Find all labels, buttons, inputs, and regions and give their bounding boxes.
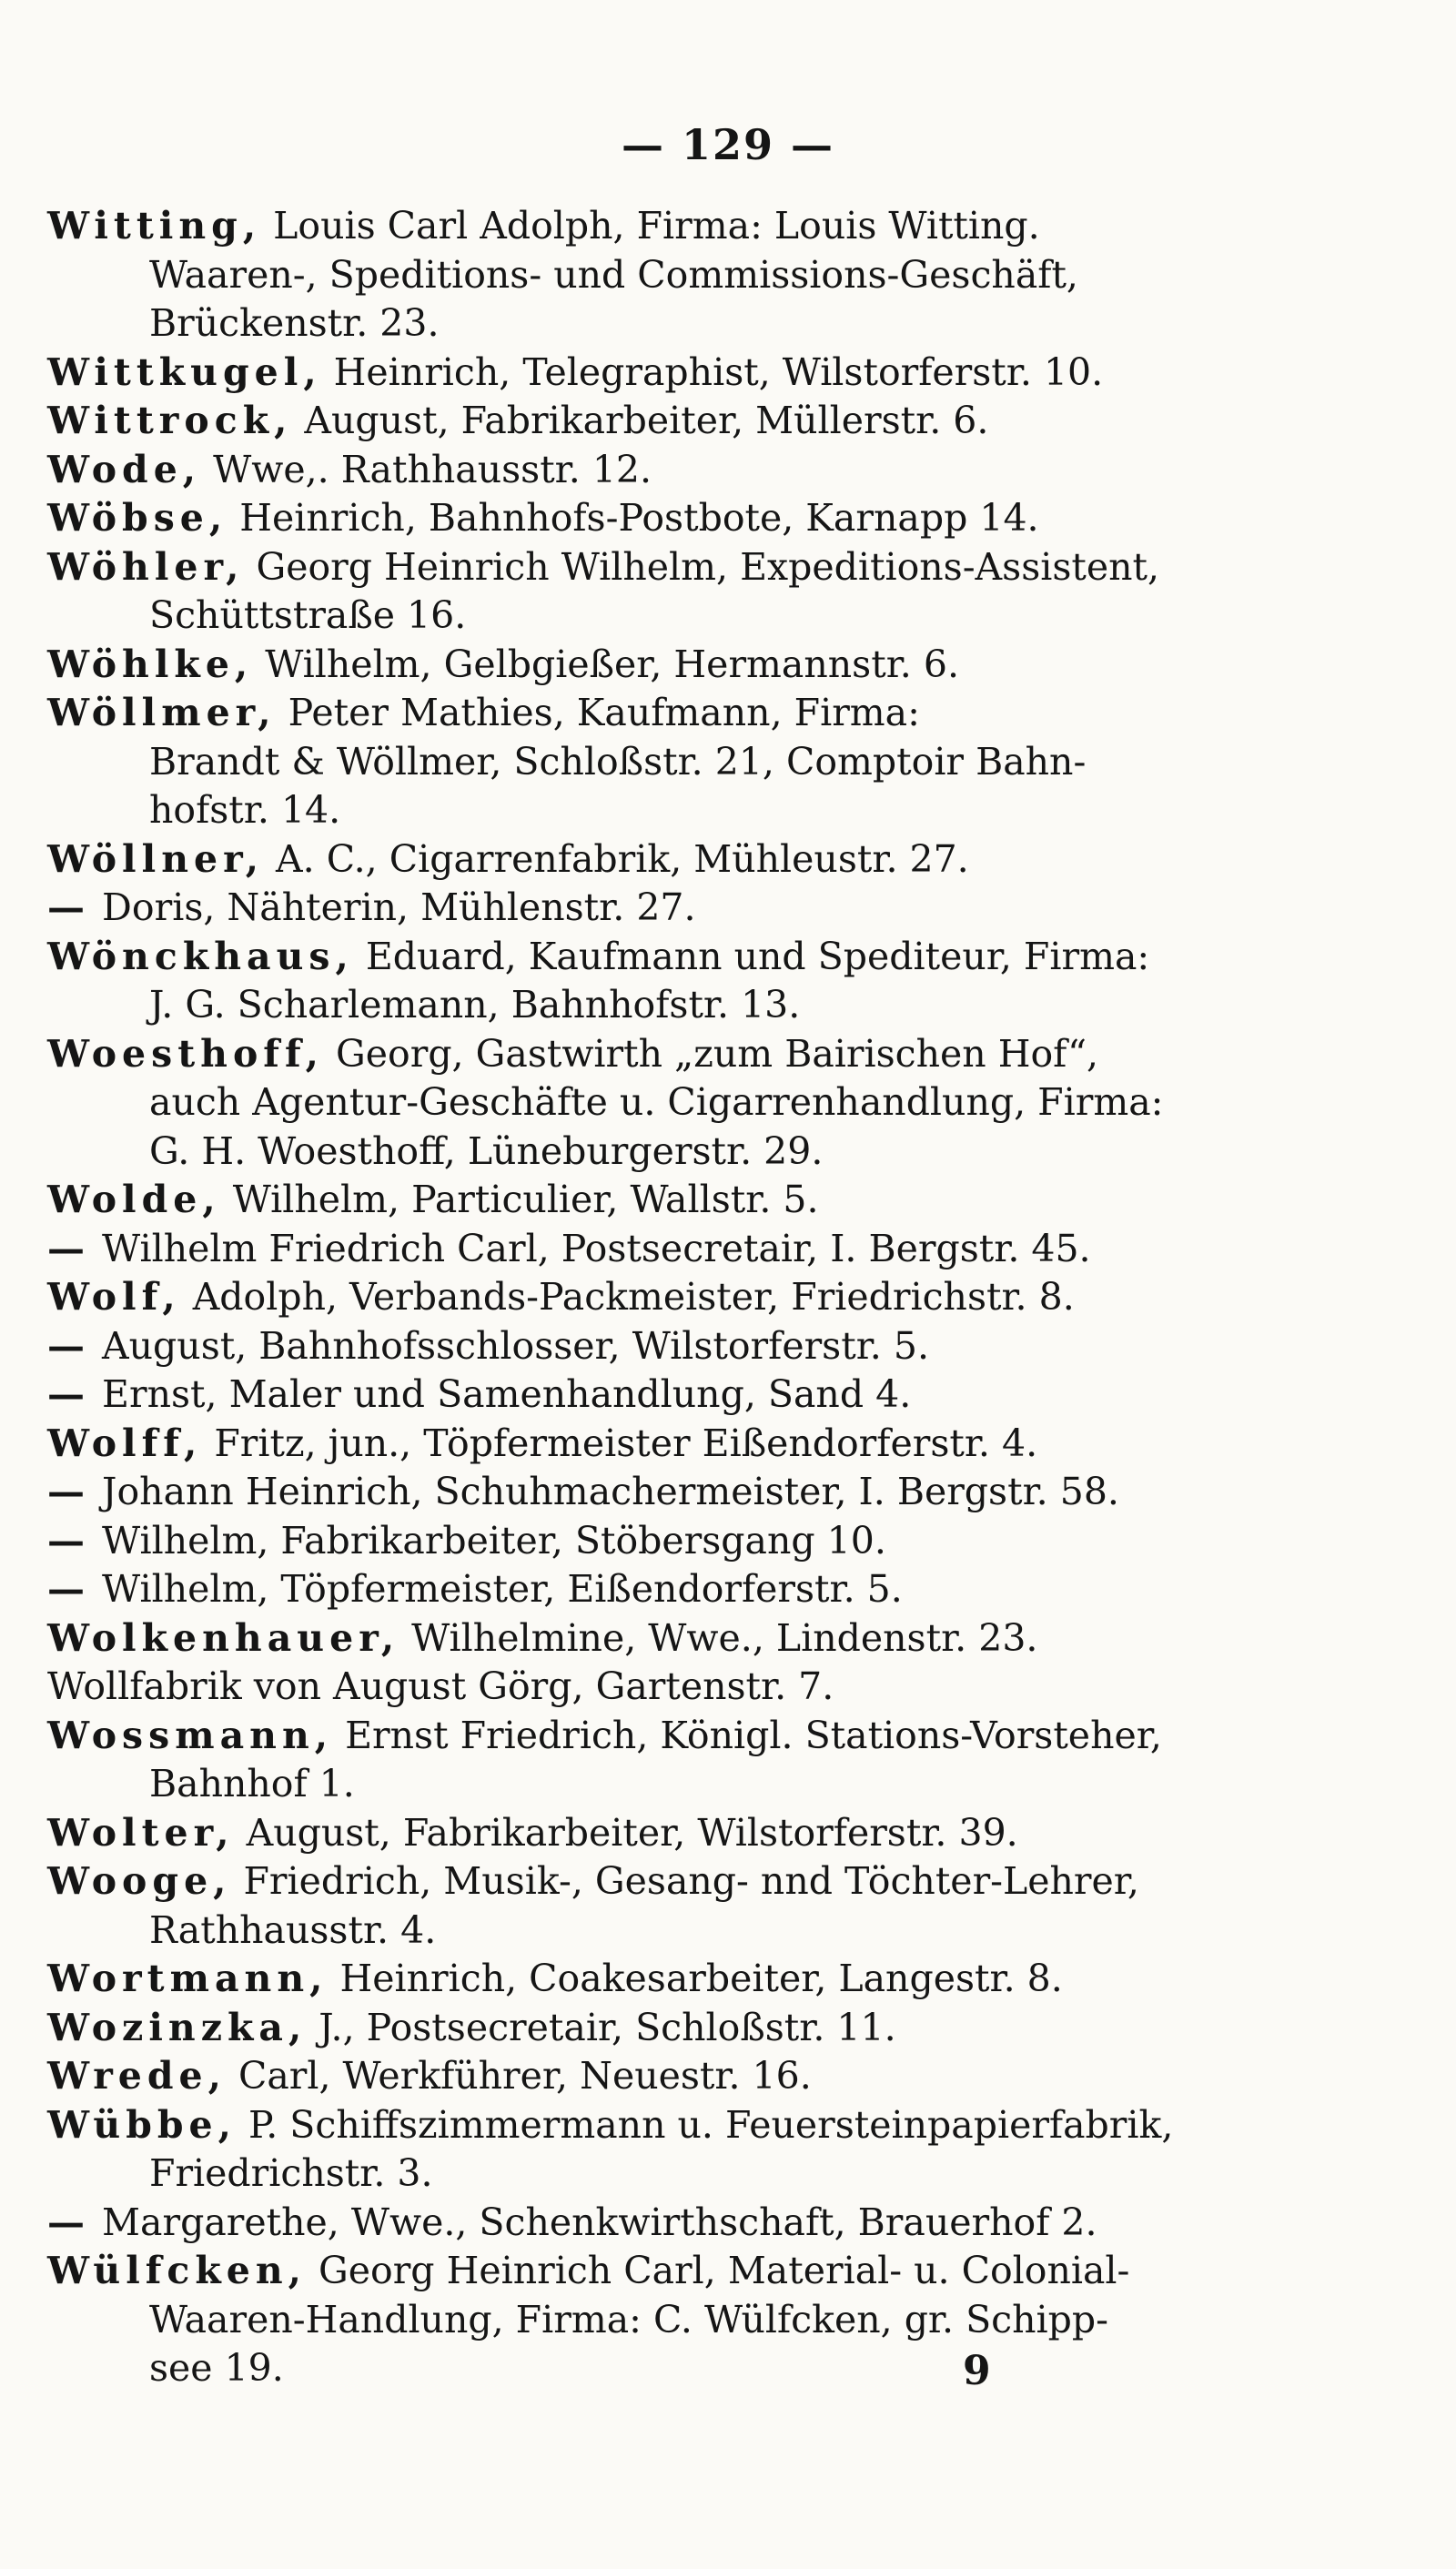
directory-entry [47,1225,1185,1274]
entry-text: Eduard, Kaufmann und Spediteur, Firma: [365,934,1150,978]
directory-entry [47,543,1185,641]
entry-first-line [47,2247,1185,2296]
entry-surname: — [47,1470,90,1513]
directory-entry [47,1663,1185,1712]
entry-first-line [47,202,1185,251]
entry-text: Friedrichstr. 3. [149,2151,433,2195]
entry-first-line [47,884,1185,933]
entry-surname: Wolff, [47,1421,203,1465]
entry-text: Friedrich, Musik-, Gesang- nnd Töchter-Lehrer, [243,1859,1139,1903]
entry-first-line [47,1712,1185,1761]
directory-entry [47,2247,1185,2393]
entry-text: August, Fabrikarbeiter, Wilstorferstr. 39. [246,1810,1018,1855]
entry-first-line [47,835,1185,885]
entry-surname: Wönckhaus, [47,934,354,978]
directory-entry [47,884,1185,933]
directory-entry [47,2101,1185,2199]
entry-first-line [47,1176,1185,1225]
directory-entry [47,2004,1185,2053]
entry-surname: Wozinzka, [47,2005,308,2049]
entry-first-line [47,1273,1185,1322]
page-number: — 129 — [621,120,835,169]
entry-text: Heinrich, Telegraphist, Wilstorferstr. 10. [333,349,1104,394]
entry-first-line [47,1517,1185,1566]
directory-entry [47,933,1185,1030]
entry-surname: — [47,885,90,929]
entry-first-line [47,1955,1185,2004]
entry-text: August, Fabrikarbeiter, Müllerstr. 6. [304,399,989,442]
entry-text: Ernst, Maler und Samenhandlung, Sand 4. [102,1372,912,1416]
entry-text: Heinrich, Bahnhofs-Postbote, Karnapp 14. [239,496,1039,540]
directory-entry [47,494,1185,543]
entry-continuation-line [47,2296,1185,2345]
directory-entry [47,202,1185,349]
directory-entry [47,1273,1185,1322]
entry-text: Margarethe, Wwe., Schenkwirthschaft, Brauerhof 2. [102,2200,1097,2244]
entry-text: Rathhausstr. 4. [149,1907,437,1952]
entry-first-line [47,2004,1185,2053]
directory-entry [47,1809,1185,1858]
entry-text: Carl, Werkführer, Neuestr. 16. [238,2054,812,2098]
entry-text: Waaren-Handlung, Firma: C. Wülfcken, gr. Schipp- [149,2297,1109,2341]
directory-entry [47,1565,1185,1614]
entry-text: G. H. Woesthoff, Lüneburgerstr. 29. [149,1128,824,1173]
entry-text: A. C., Cigarrenfabrik, Mühleustr. 27. [276,836,969,881]
entry-surname: Wübbe, [47,2102,237,2147]
entry-surname: Wolter, [47,1810,235,1855]
entry-text: Schüttstraße 16. [149,593,467,637]
entry-text: Johann Heinrich, Schuhmachermeister, I. Bergstr. 58. [102,1470,1119,1513]
directory-entry [47,446,1185,495]
entry-surname: Woesthoff, [47,1031,324,1076]
entry-text: Adolph, Verbands-Packmeister, Friedrichstr. 8. [192,1275,1075,1319]
entry-text: Doris, Nähterin, Mühlenstr. 27. [102,885,696,929]
entry-surname: Wöbse, [47,496,228,540]
entry-first-line [47,1322,1185,1371]
entry-first-line [47,1857,1185,1907]
entry-first-line [47,1420,1185,1469]
entry-text: Wilhelm, Gelbgießer, Hermannstr. 6. [265,642,959,686]
entry-text: Wilhelm, Fabrikarbeiter, Stöbersgang 10. [102,1518,886,1563]
entry-continuation-line [47,738,1185,787]
entry-surname: Wolkenhauer, [47,1615,400,1660]
entry-continuation-line [47,786,1185,835]
entry-first-line [47,1614,1185,1664]
entry-surname: Wolf, [47,1275,181,1319]
entry-first-line [47,1663,1185,1712]
entry-continuation-line [47,592,1185,641]
entry-surname: — [47,1226,90,1270]
entry-text: Georg Heinrich Wilhelm, Expeditions-Assistent, [256,544,1160,589]
entry-text: Wilhelmine, Wwe., Lindenstr. 23. [411,1615,1038,1660]
entry-surname: Wöhler, [47,544,245,589]
entry-text: Wilhelm Friedrich Carl, Postsecretair, I. Bergstr. 45. [102,1226,1091,1270]
directory-entry [47,835,1185,885]
entry-text: Georg Heinrich Carl, Material- u. Colonial- [318,2249,1130,2292]
entry-continuation-line [47,1760,1185,1809]
directory-entry [47,641,1185,690]
entry-surname: — [47,1518,90,1563]
entry-surname: — [47,1372,90,1416]
entry-surname: — [47,1567,90,1611]
entry-first-line [47,2052,1185,2101]
entry-continuation-line [47,1078,1185,1128]
entry-surname: Wode, [47,447,202,491]
entry-text: Ernst Friedrich, Königl. Stations-Vorsteher, [345,1713,1162,1757]
entry-surname: Wossmann, [47,1713,334,1757]
entry-surname: Wöllner, [47,836,264,881]
directory-entry [47,1857,1185,1955]
entry-surname: Wittkugel, [47,349,322,394]
entry-first-line [47,446,1185,495]
directory-entry [47,1468,1185,1517]
entry-text: Brückenstr. 23. [149,301,440,345]
directory-entry [47,1517,1185,1566]
entry-text: Wollfabrik von August Görg, Gartenstr. 7. [47,1664,834,1708]
entry-text: J., Postsecretair, Schloßstr. 11. [318,2005,896,2049]
entry-text: Peter Mathies, Kaufmann, Firma: [288,691,920,734]
entry-text: Georg, Gastwirth „zum Bairischen Hof“, [336,1031,1099,1076]
entry-first-line [47,1370,1185,1420]
entry-surname: Wülfcken, [47,2249,307,2292]
signature-mark: 9 [963,2348,991,2394]
directory-entry [47,1322,1185,1371]
directory-entry [47,1420,1185,1469]
entry-text: August, Bahnhofsschlosser, Wilstorferstr. 5. [102,1323,929,1368]
entry-surname: Wöhlke, [47,642,254,686]
entry-text: Wilhelm, Töpfermeister, Eißendorferstr. 5. [102,1567,903,1611]
entry-surname: Wooge, [47,1859,232,1903]
entry-surname: Wöllmer, [47,691,277,734]
entry-first-line [47,349,1185,398]
entry-continuation-line [47,299,1185,349]
directory-entry [47,1712,1185,1809]
entry-text: Brandt & Wöllmer, Schloßstr. 21, Comptoir Bahn- [149,739,1087,784]
entry-continuation-line [47,2149,1185,2199]
entry-surname: Wolde, [47,1178,221,1221]
entry-continuation-line [47,251,1185,300]
entry-surname: Wittrock, [47,399,293,442]
entry-surname: Witting, [47,204,262,248]
entry-text: Louis Carl Adolph, Firma: Louis Witting. [273,204,1040,248]
entry-text: Wilhelm, Particulier, Wallstr. 5. [232,1178,819,1221]
directory-entry [47,2199,1185,2248]
entry-first-line [47,494,1185,543]
entry-first-line [47,1225,1185,1274]
entry-first-line [47,1468,1185,1517]
entry-continuation-line [47,981,1185,1030]
directory-entry [47,1030,1185,1177]
entry-first-line [47,2101,1185,2150]
directory-entry [47,397,1185,446]
entry-continuation-line [47,2344,1185,2393]
entry-first-line [47,2199,1185,2248]
entry-first-line [47,397,1185,446]
entry-continuation-line [47,1128,1185,1177]
entry-text: J. G. Scharlemann, Bahnhofstr. 13. [149,983,801,1027]
entry-surname: — [47,2200,90,2244]
entry-continuation-line [47,1907,1185,1956]
entry-text: Fritz, jun., Töpfermeister Eißendorferstr. 4. [214,1421,1038,1465]
entry-text: Bahnhof 1. [149,1762,355,1805]
entry-text: Heinrich, Coakesarbeiter, Langestr. 8. [339,1957,1063,2000]
directory-entry [47,689,1185,835]
entry-first-line [47,1809,1185,1858]
entry-text: P. Schiffszimmermann u. Feuersteinpapierfabrik, [248,2102,1174,2147]
entry-first-line [47,933,1185,982]
directory-entry [47,2052,1185,2101]
entry-text: see 19. [149,2346,284,2390]
entry-text: hofstr. 14. [149,788,341,832]
entry-surname: — [47,1323,90,1368]
entry-first-line [47,1565,1185,1614]
entry-text: auch Agentur-Geschäfte u. Cigarrenhandlung, Firma: [149,1080,1164,1124]
entry-text: Wwe,. Rathhausstr. 12. [213,447,652,491]
entry-first-line [47,543,1185,592]
entry-first-line [47,689,1185,738]
entry-list [47,202,1185,2393]
directory-entry [47,1176,1185,1225]
directory-entry [47,1370,1185,1420]
entry-text: Waaren-, Speditions- und Commissions-Geschäft, [149,252,1078,297]
entry-surname: Wrede, [47,2054,227,2098]
entry-first-line [47,641,1185,690]
entry-first-line [47,1030,1185,1079]
directory-entry [47,1614,1185,1664]
directory-entry [47,1955,1185,2004]
directory-entry [47,349,1185,398]
entry-surname: Wortmann, [47,1957,329,2000]
